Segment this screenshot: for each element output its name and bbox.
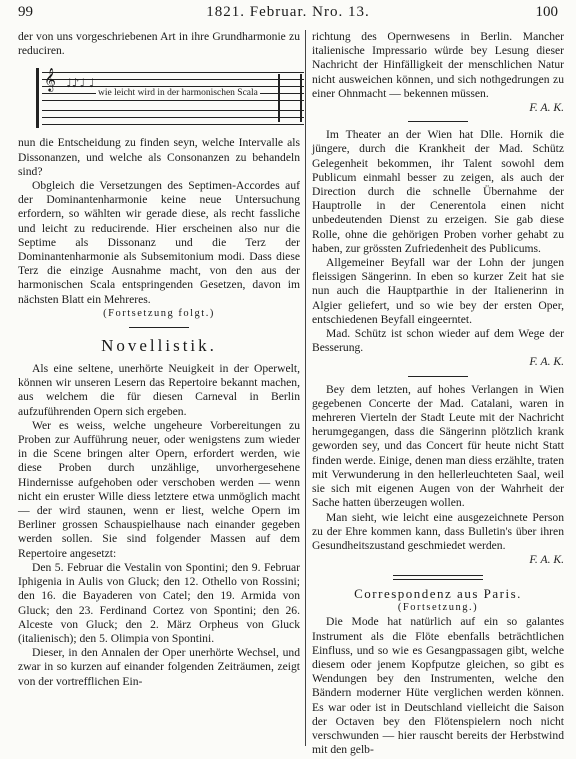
right-column bbox=[312, 30, 564, 757]
page-number-right: 100 bbox=[535, 4, 558, 20]
paragraph: nun die Entscheidung zu finden seyn, welche Intervalle als Dissonanzen, und welche als Consonanzen zu behandeln sind? bbox=[18, 136, 300, 178]
left-column bbox=[18, 30, 300, 689]
paragraph: Bey dem letzten, auf hohes Verlangen in Wien gegebenen Concerte der Mad. Catalani, waren in mehreren Vierteln der Stadt Leute mit der Nachricht herumgegangen, dass die Sängerinn plötzlich krank geworden sey, und das Concert für heute nicht Statt finden werde. Einige, denen man diess erzählte, traten mit Verwunderung in den hellerleuchteten Saal, weil sie sich mit eigenen Augen von der Wahrheit der Sache hatten überzeugen wollen. bbox=[312, 382, 564, 510]
paragraph: Obgleich die Versetzungen des Septimen-Accordes auf der Dominantenharmonie keine neue Untersuchung erfordern, so wählten wir gerade diese, als recht fassliche und leicht zu reducirende. Hier erscheinen also nur die Septime als Dissonanz und die Terz der Dominantenharmonie als Subsemitonium modi. Dass diese Terz die einzige Ausnahme macht, von den aus der harmonischen Scala entspringenden Gesetzen, davon im nächsten Blatt ein Mehreres. bbox=[18, 179, 300, 306]
author-signature: F. A. K. bbox=[529, 553, 564, 567]
clef-icon: 𝄞 bbox=[44, 67, 56, 92]
separator-rule bbox=[129, 327, 189, 328]
separator-rule bbox=[408, 376, 468, 377]
paragraph: richtung des Opernwesens in Berlin. Mancher italienische Impressario würde bey Lesung dieser Nachricht der Hinfälligkeit der menschlichen Natur nicht ausweichen können, und sich nothgedrungen zu einer Ohnmacht — bekennen müssen. bbox=[312, 30, 564, 100]
paragraph: Allgemeiner Beyfall war der Lohn der jungen fleissigen Sängerinn. In eben so kurzer Zeit hat sie nun auch die Hauptparthie in der Italienerinn in Algier geliefert, und so wie bey der ersten Oper, entschiedenen Beyfall eingeerntet. bbox=[312, 256, 564, 326]
paragraph: der von uns vorgeschriebenen Art in ihre Grundharmonie zu reduciren. bbox=[18, 30, 300, 58]
paragraph: Dieser, in den Annalen der Oper unerhörte Wechsel, und zwar in so kurzen auf einander folgenden Zeiträumen, zeigt von der vortrefflichen Ein- bbox=[18, 646, 300, 688]
column-divider bbox=[305, 30, 306, 746]
section-subtitle: (Fortsetzung.) bbox=[397, 602, 479, 614]
paragraph: Den 5. Februar die Vestalin von Spontini; den 9. Februar Iphigenia in Aulis von Gluck; den 12. Othello von Rossini; den 16. die Bayaderen von Catel; den 19. Armida von Gluck; den 23. Ferdinand Cortez von Spontini; den 26. Alceste von Gluck; den 2. März Orpheus von Gluck (italienisch); den 5. Olimpia von Spontini. bbox=[18, 560, 300, 645]
staff-bracket bbox=[36, 68, 39, 128]
music-example bbox=[18, 62, 300, 134]
separator-rule bbox=[408, 121, 468, 122]
end-barline bbox=[278, 74, 302, 122]
paragraph: Die Mode hat natürlich auf ein so galantes Instrument als die Flöte ebenfalls beträchtlichen Einfluss, und so wie es Gesangpassagen gibt, welche diesem oder jenem Kopfputze gleichen, so gibt es Wendungen bey den Instrumenten, welche den Bändern moderner Hüte verglichen werden können. Es war oder ist in Deutschland vielleicht die Saison der Octaven bey den Flötenspielern noch nicht verschwunden — hier rauscht bereits der Herbstwind mit den gelb- bbox=[312, 615, 564, 757]
section-title: Novellistik. bbox=[101, 336, 217, 356]
page-number-left: 99 bbox=[18, 4, 33, 20]
author-signature: F. A. K. bbox=[529, 101, 564, 115]
continuation-note: (Fortsetzung folgt.) bbox=[103, 307, 215, 319]
paragraph: Mad. Schütz ist schon wieder auf dem Wege der Besserung. bbox=[312, 327, 564, 355]
author-signature: F. A. K. bbox=[529, 355, 564, 369]
issue-date: 1821. Februar. Nro. 13. bbox=[206, 4, 370, 20]
page-header bbox=[0, 4, 576, 26]
notes-icon: ♩♪♩ ♩ bbox=[66, 76, 95, 91]
paragraph: Als eine seltene, unerhörte Neuigkeit in der Operwelt, können wir unseren Lesern das Repertoire bekannt machen, aus welchem die für diesen Carneval in Berlin aufzuführenden Opern sich ergeben. bbox=[18, 362, 300, 418]
paragraph: Man sieht, wie leicht eine ausgezeichnete Person zu der Ehre kommen kann, dass Bulletin's über ihren Gesundheitszustand geschmiedet werden. bbox=[312, 510, 564, 552]
paragraph: Wer es weiss, welche ungeheure Vorbereitungen zu Proben zur Aufführung neuer, oder wenigstens zum wieder in die Scene bringen alter Opern, erfordert werden, wie diese Proben durch unzählige, unvorhergesehene Hindernisse aufgehoben oder verschoben werden — wenn nicht ein eruster Wille diess letztere etwa unmöglich macht — der wird staunen, wenn er liest, welche Opern im Berliner grossen Schauspielhause nach einander gegeben werden sollen. Sie sind folgender Massen auf dem Repertoire angesetzt: bbox=[18, 418, 300, 560]
double-rule bbox=[393, 575, 483, 580]
music-caption: wie leicht wird in der harmonischen Scala bbox=[98, 88, 258, 99]
section-title: Correspondenz aus Paris. bbox=[354, 586, 522, 602]
paragraph: Im Theater an der Wien hat Dlle. Hornik die jüngere, durch die Krankheit der Mad. Schütz Gelegenheit bekommen, ihr Talent sowohl dem Publicum einmahl besser zu zeigen, als auch der Direction durch die schnelle Übernahme der Hauptrolle in der Cenerentola einen nicht unbedeutenden Dienst zu erzeigen. Sie gab diese Rolle, ohne die gehörigen Proben vorher gehabt zu haben, zur grössten Zufriedenheit des Publicums. bbox=[312, 128, 564, 255]
